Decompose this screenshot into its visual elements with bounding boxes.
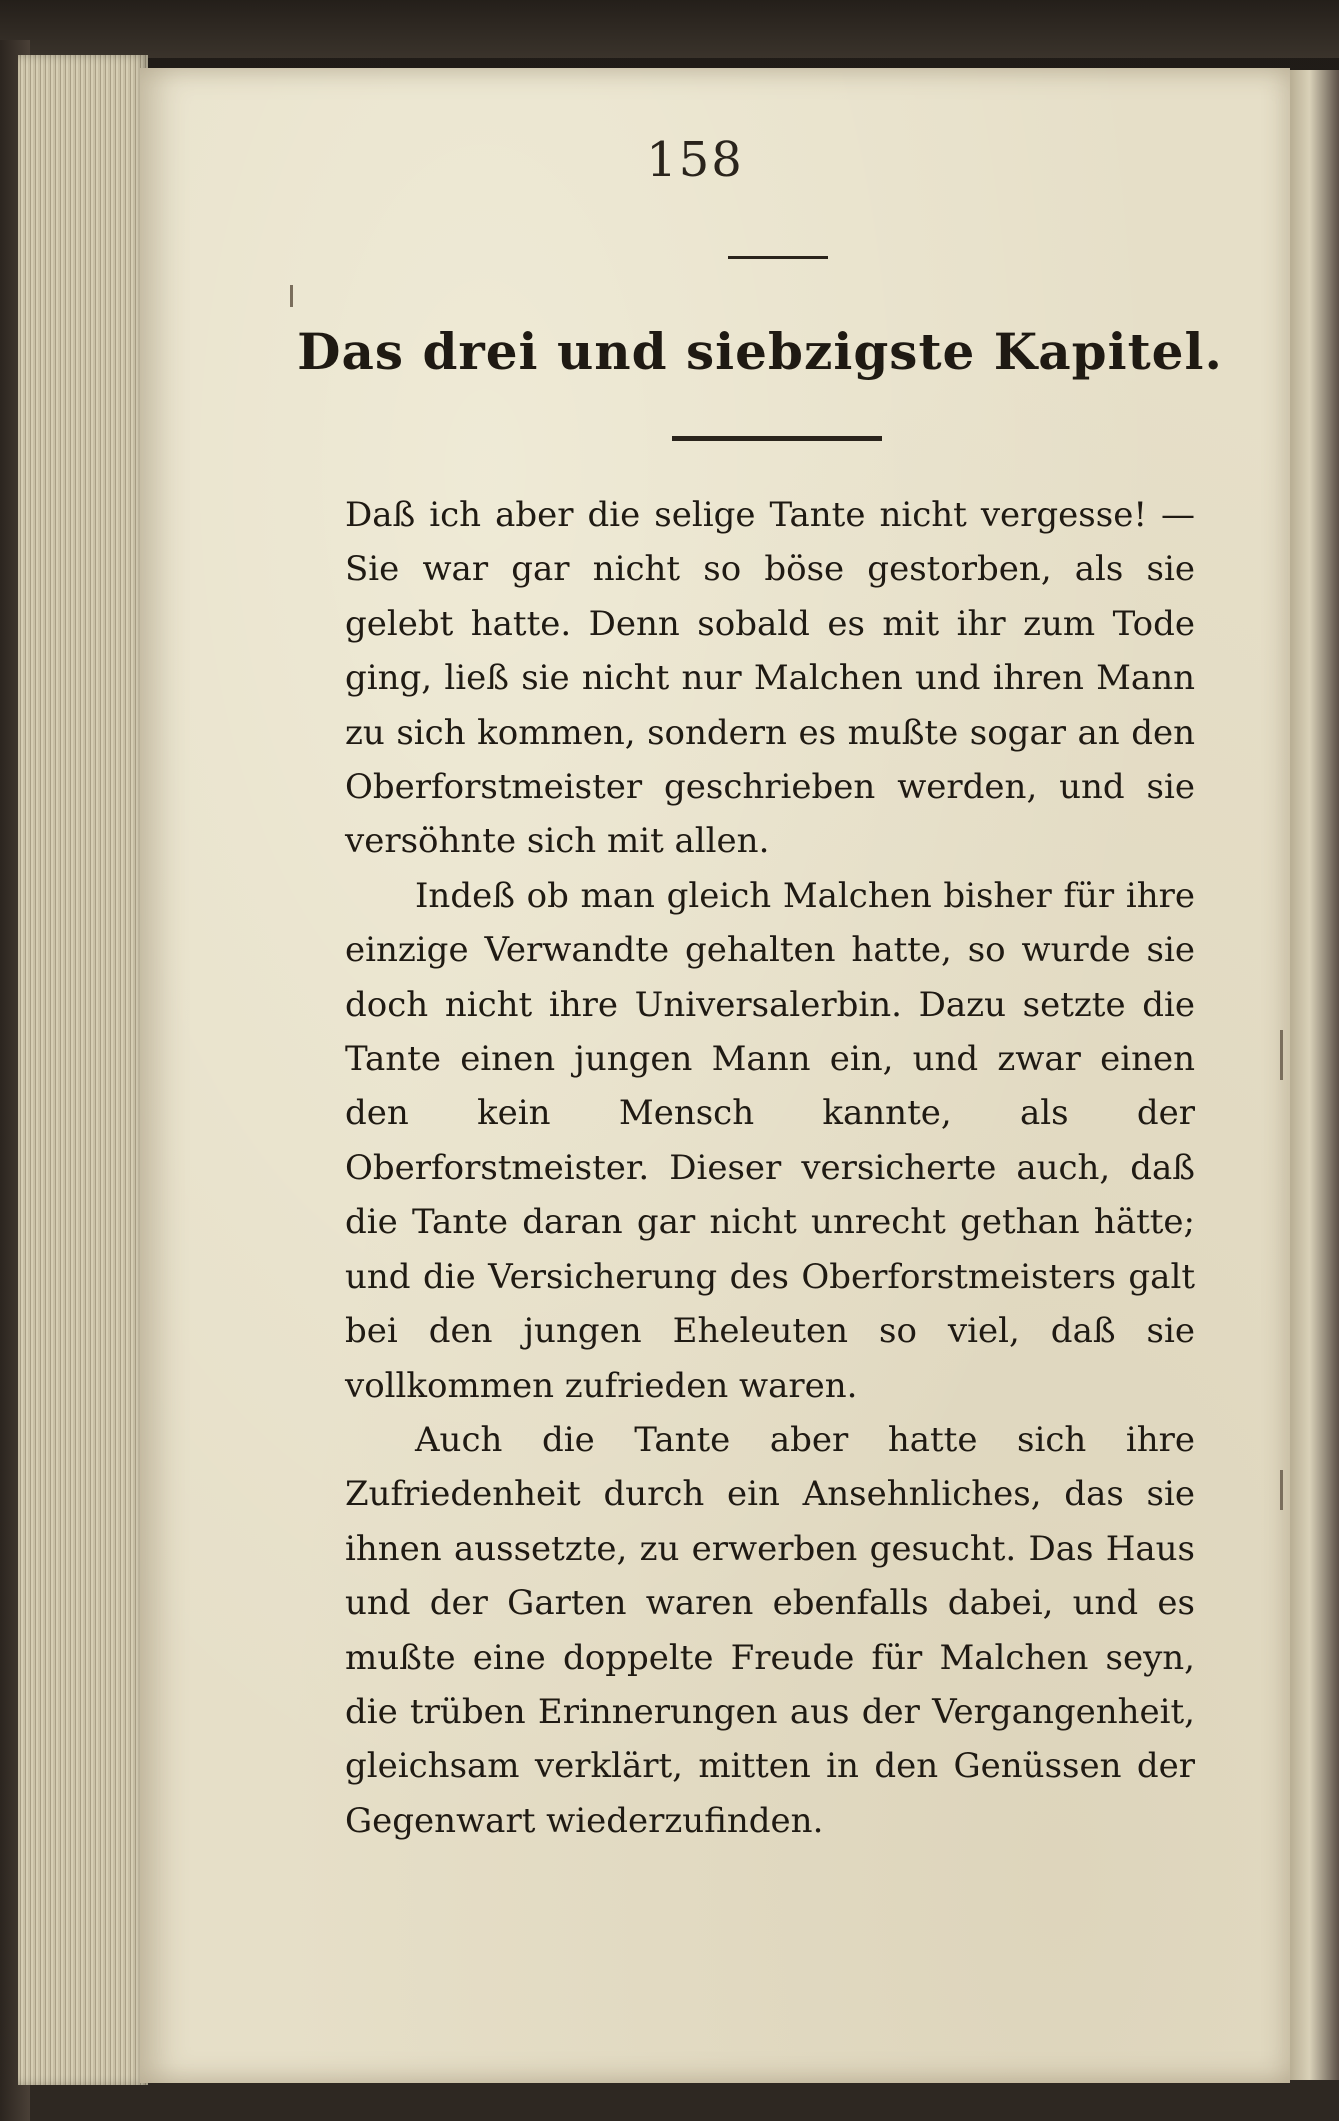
page-number-rule: [728, 256, 828, 259]
facing-page-edge: [1290, 70, 1339, 2080]
paragraph: Auch die Tante aber hatte sich ihre Zufriedenheit durch ein Ansehnliches, das sie ihnen aussetzte, zu erwerben gesucht. Das Haus und der Garten waren ebenfalls dabei, und es mußte eine doppelte Freude für Malchen seyn, die trüben Erinnerungen aus der Vergangenheit, gleichsam verklärt, mitten in den Genüssen der Gegenwart wiederzufinden.: [345, 1419, 1195, 1841]
title-rule: [672, 436, 882, 441]
chapter-title: Das drei und siebzigste Kapitel.: [297, 322, 1223, 381]
body-text: [345, 488, 1195, 1848]
margin-mark: [1280, 1470, 1283, 1510]
paragraph: Daß ich aber die selige Tante nicht vergesse! — Sie war gar nicht so böse gestorben, als sie gelebt hatte. Denn sobald es mit ihr zum Tode ging, ließ sie nicht nur Malchen und ihren Mann zu sich kommen, sondern es mußte sogar an den Oberforstmeister geschrieben werden, und sie versöhnte sich mit allen.: [345, 495, 1195, 862]
book-cover-top: [0, 0, 1339, 58]
page-number: 158: [646, 132, 744, 188]
margin-mark: [290, 285, 293, 307]
margin-mark: [1280, 1030, 1283, 1080]
page-edges: [18, 55, 148, 2085]
paragraph: Indeß ob man gleich Malchen bisher für ihre einzige Verwandte gehalten hatte, so wurde sie doch nicht ihre Universalerbin. Dazu setzte die Tante einen jungen Mann ein, und zwar einen den kein Mensch kannte, als der Oberforstmeister. Dieser versicherte auch, daß die Tante daran gar nicht unrecht gethan hätte; und die Versicherung des Oberforstmeisters galt bei den jungen Eheleuten so viel, daß sie vollkommen zufrieden waren.: [345, 875, 1195, 1406]
